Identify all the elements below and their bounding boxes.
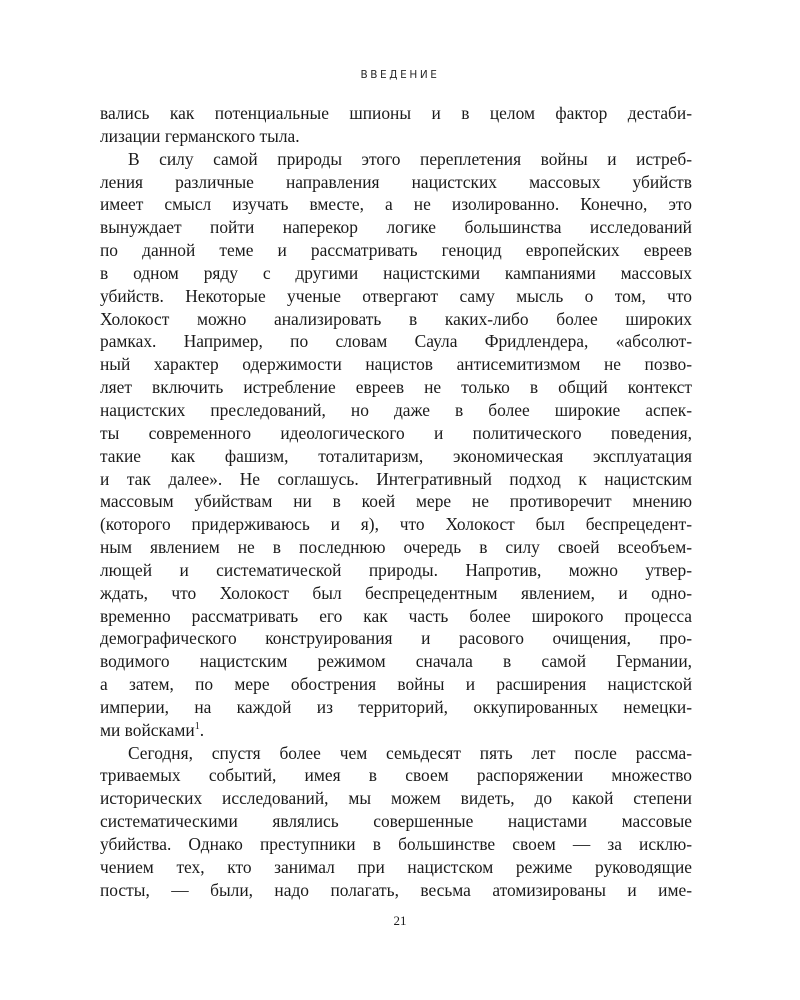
text-line: В силу самой природы этого переплетения войны и истреб- <box>128 148 692 169</box>
text-line: ления различные направления нацистских массовых убийств <box>100 171 692 192</box>
page-number: 21 <box>393 913 407 928</box>
text-line: империи, на каждой из территорий, оккупированных немецки- <box>100 696 692 717</box>
text-line: такие как фашизм, тоталитаризм, экономическая эксплуатация <box>100 445 692 466</box>
text-line: ляет включить истребление евреев не только в общий контекст <box>100 377 692 398</box>
sentence-period: . <box>199 719 205 740</box>
text-line: посты, — были, надо полагать, весьма атомизированы и име- <box>100 879 692 900</box>
footnote-reference[interactable]: 1 <box>194 720 200 732</box>
text-line: вались как потенциальные шпионы и в целом фактор дестаби- <box>100 103 692 123</box>
text-line: лющей и систематической природы. Напротив, можно утвер- <box>100 559 692 580</box>
text-line: нацистских преследований, но даже в более широкие аспек- <box>100 399 692 420</box>
text-line: имеет смысл изучать вместе, а не изолированно. Конечно, это <box>100 194 692 215</box>
text-line: вынуждает пойти наперекор логике большинства исследований <box>100 217 692 238</box>
text-line: чением тех, кто занимал при нацистском режиме руководящие <box>100 856 692 877</box>
text-line: ным явлением не в последнюю очередь в силу своей всеобъем- <box>100 537 692 558</box>
text-line: (которого придерживаюсь и я), что Холокост был беспрецедент- <box>100 514 692 535</box>
text-line-content: ми войсками <box>100 719 195 740</box>
text-line: исторических исследований, мы можем видеть, до какой степени <box>100 788 692 809</box>
text-line: Сегодня, спустя более чем семьдесят пять лет после рассма- <box>128 742 692 763</box>
text-line: массовым убийствам ни в коей мере не противоречит мнению <box>100 491 692 512</box>
text-line: ты современного идеологического и политического поведения, <box>100 422 692 443</box>
text-line: по данной теме и рассматривать геноцид европейских евреев <box>100 240 692 261</box>
text-line: демографического конструирования и расового очищения, про- <box>100 628 692 649</box>
text-line: триваемых событий, имея в своем распоряжении множество <box>100 765 692 786</box>
text-line: лизации германского тыла. <box>100 125 300 146</box>
text-line: Холокост можно анализировать в каких-либо более широких <box>100 308 692 329</box>
text-line: а затем, по мере обострения войны и расширения нацистской <box>100 674 692 695</box>
text-line: убийства. Однако преступники в большинстве своем — за исклю- <box>100 834 692 854</box>
text-line: в одном ряду с другими нацистскими кампаниями массовых <box>100 262 692 283</box>
text-line: водимого нацистским режимом сначала в самой Германии, <box>100 651 692 672</box>
text-line: ный характер одержимости нацистов антисемитизмом не позво- <box>100 354 692 375</box>
text-line: временно рассматривать его как часть более широкого процесса <box>100 605 692 626</box>
body-text <box>100 102 692 902</box>
running-head: ВВЕДЕНИЕ <box>360 69 440 81</box>
text-line: убийств. Некоторые ученые отвергают саму мысль о том, что <box>100 285 692 306</box>
text-line: систематическими являлись совершенные нацистами массовые <box>100 811 692 832</box>
text-line: рамках. Например, по словам Саула Фридлендера, «абсолют- <box>100 331 692 352</box>
text-line: ждать, что Холокост был беспрецедентным явлением, и одно- <box>100 582 692 603</box>
text-line: и так далее». Не соглашусь. Интегративный подход к нацистским <box>100 468 692 489</box>
text-line-last <box>100 719 692 742</box>
